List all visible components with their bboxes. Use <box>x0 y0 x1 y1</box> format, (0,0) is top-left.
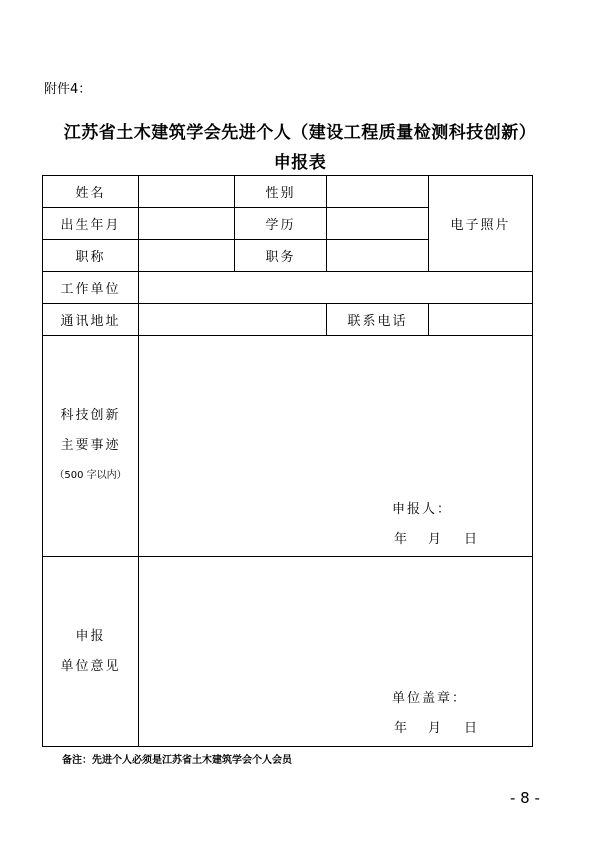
table-row <box>43 557 533 747</box>
education-field[interactable] <box>327 208 429 240</box>
photo-label: 电子照片 <box>450 218 511 233</box>
birth-label: 出生年月 <box>43 208 139 240</box>
name-label: 姓名 <box>43 176 139 208</box>
title-label: 职称 <box>43 240 139 272</box>
achievements-label-cell <box>43 336 139 557</box>
applicant-signature-label: 申报人： <box>392 502 453 517</box>
unit-date-day: 日 <box>464 721 480 736</box>
name-field[interactable] <box>139 176 235 208</box>
unit-date-month: 月 <box>428 721 444 736</box>
opinion-label-cell <box>43 557 139 747</box>
employer-label: 工作单位 <box>43 272 139 304</box>
unit-seal-label: 单位盖章： <box>392 691 468 706</box>
photo-cell[interactable] <box>429 176 533 272</box>
achievements-word-limit: （500 字以内） <box>54 470 127 481</box>
employer-field[interactable] <box>139 272 533 304</box>
birth-field[interactable] <box>139 208 235 240</box>
title-field[interactable] <box>139 240 235 272</box>
table-row <box>43 336 533 557</box>
achievements-label-1: 科技创新 <box>60 408 121 423</box>
attachment-label: 附件4： <box>44 82 92 97</box>
gender-field[interactable] <box>327 176 429 208</box>
unit-date-year: 年 <box>394 721 410 736</box>
opinion-field[interactable] <box>139 557 533 747</box>
education-label: 学历 <box>235 208 327 240</box>
achievements-field[interactable] <box>139 336 533 557</box>
achievements-label-2: 主要事迹 <box>60 438 121 453</box>
gender-label: 性别 <box>235 176 327 208</box>
footnote: 备注：先进个人必须是江苏省土木建筑学会个人会员 <box>62 755 292 766</box>
opinion-label-2: 单位意见 <box>60 658 121 674</box>
table-row <box>43 176 533 208</box>
phone-label: 联系电话 <box>327 304 429 336</box>
applicant-date-month: 月 <box>428 532 444 547</box>
position-label: 职务 <box>235 240 327 272</box>
table-row <box>43 304 533 336</box>
table-row <box>43 272 533 304</box>
form-title: 江苏省土木建筑学会先进个人（建设工程质量检测科技创新） <box>63 123 537 143</box>
form-subtitle: 申报表 <box>273 153 327 173</box>
position-field[interactable] <box>327 240 429 272</box>
address-field[interactable] <box>139 304 327 336</box>
applicant-date-year: 年 <box>394 532 410 547</box>
applicant-date-day: 日 <box>464 532 480 547</box>
page-number: - 8 - <box>510 789 540 807</box>
phone-field[interactable] <box>429 304 533 336</box>
address-label: 通讯地址 <box>43 304 139 336</box>
opinion-label-1: 申报 <box>75 628 106 644</box>
application-form-table <box>42 175 533 747</box>
